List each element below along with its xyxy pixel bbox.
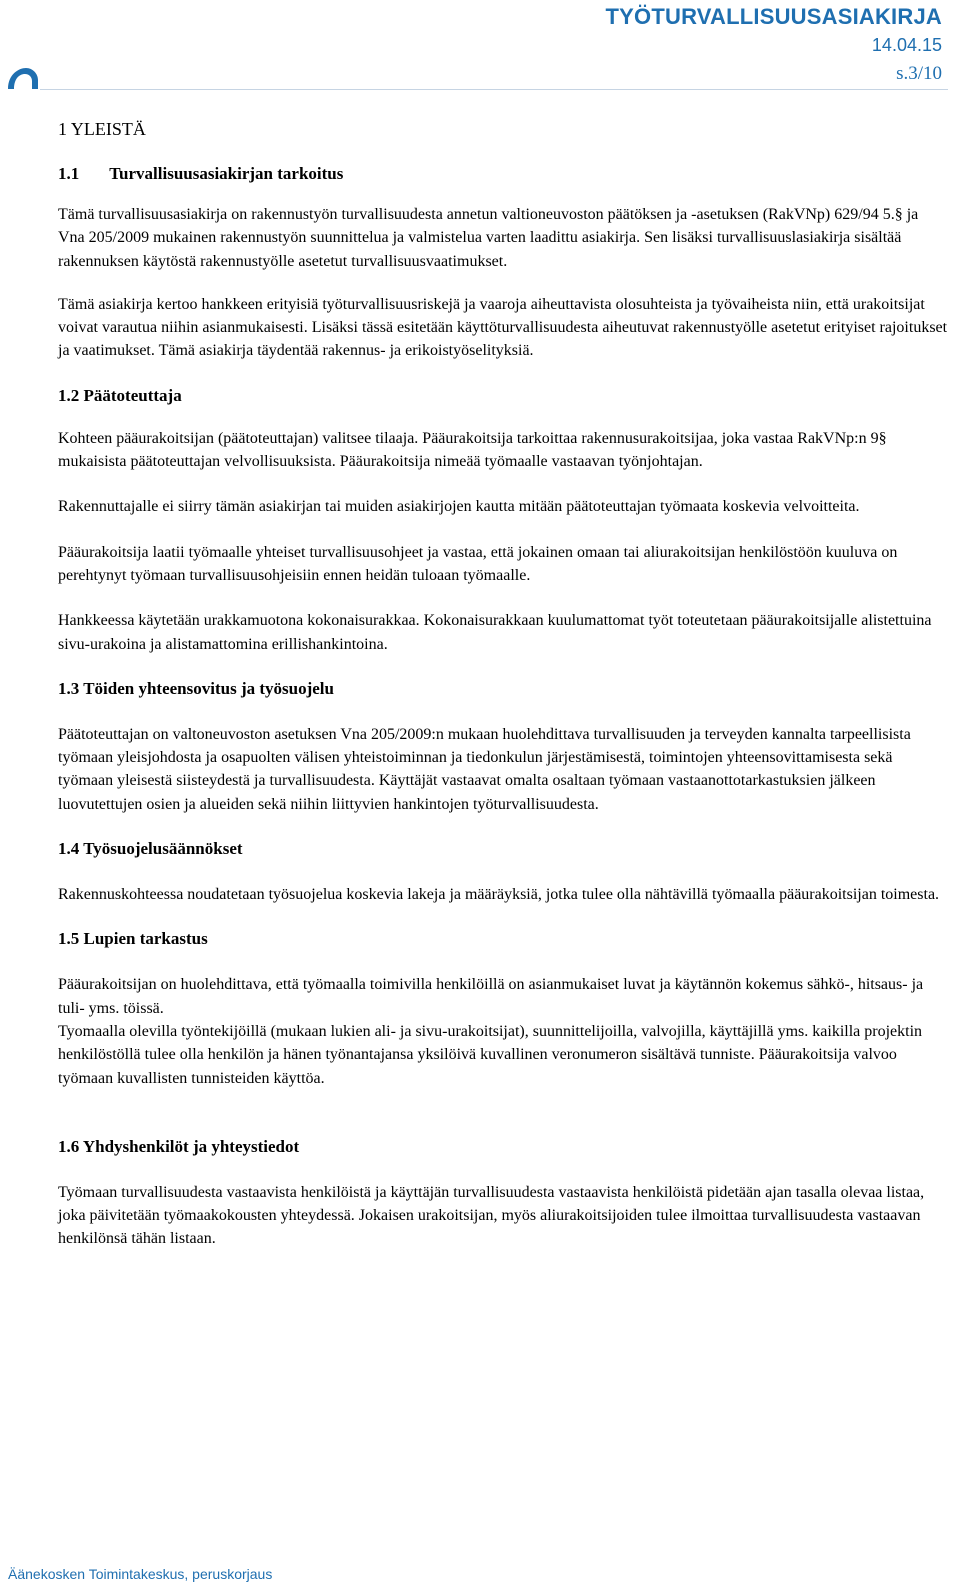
chapter-heading [58,118,948,140]
section-heading-1-2 [58,385,948,407]
section-heading-1-1 [58,163,948,185]
section-title: 5 Lupien tarkastus [70,929,208,949]
document-date: 14.04.15 [871,35,942,55]
chapter-number: 1 [58,119,67,139]
page-footer: Äänekosken Toimintakeskus, peruskorjaus [8,1566,273,1582]
paragraph: Tämä asiakirja kertoo hankkeen erityisiä työturvallisuusriskejä ja vaaroja aiheuttavista olosuhteista ja työvaiheista niin, että urakoitsijat voivat varautua niihin asianmukaisesti. Lisäksi tässä esitetään käyttöturvallisuudesta aiheutuvat rakennustyölle asetetut erityiset rajoitukset ja vaatimukset. Tämä asiakirja täydentää rakennus- ja erikoistyöselityksiä. [58,295,948,360]
section-number: 1. [58,678,71,698]
arch-logo-icon [6,66,40,90]
section-number: 1. [58,1136,71,1156]
paragraph: Työmaan turvallisuudesta vastaavista henkilöistä ja käyttäjän turvallisuudesta vastaavista henkilöistä pidetään ajan tasalla olevaa listaa, joka päivitetään työmaakokousten yhteydessä. Jokaisen urakoitsijan, myös aliurakoitsijoiden tulee ilmoittaa turvallisuudesta vastaavan henkilönsä tähän listaan. [58,1183,925,1248]
paragraph: Pääurakoitsijan on huolehdittava, että työmaalla toimivilla henkilöillä on asianmukaiset luvat ja käytännön kokemus sähkö-, hitsaus- ja tuli- yms. töissä. Tyomaalla olevilla työntekijöillä (mukaan lukien ali- ja sivu-urakoitsijat), suunnittelijoilla, valvojilla, käyttäjillä yms. kaikilla projektin henkilöstöllä tulee olla henkilön ja hänen työnantajansa yksilöivä kuvallinen veronumeron sisältävä tunniste. Pääurakoitsija valvoo työmaan kuvallisten tunnisteiden käyttöa. [58,976,924,1087]
section-number: 1. [58,929,71,949]
section-title: Turvallisuusasiakirjan tarkoitus [109,164,344,183]
paragraph: Kohteen pääurakoitsijan (päätoteuttajan) valitsee tilaaja. Pääurakoitsija tarkoittaa rakennusurakoitsijaa, joka vastaa RakVNp:n 9§ mukaisista päätoteuttajan velvollisuuksista. Pääurakoitsija nimeää työmaalle vastaavan työnjohtajan. [58,429,887,471]
header-divider [40,89,948,90]
section-heading-1-3 [58,678,948,700]
paragraph: Rakennuskohteessa noudatetaan työsuojelua koskevia lakeja ja määräyksiä, jotka tulee olla nähtävillä työmaalla pääurakoitsijan toimesta. [58,886,940,904]
paragraph: Hankkeessa käytetään urakkamuotona kokonaisurakkaa. Kokonaisurakkaan kuulumattomat työt toteutetaan pääurakoitsijalle alistettuina sivu-urakoina ja alistamattomina erillishankintoina. [58,612,932,653]
paragraph: Tämä turvallisuusasiakirja on rakennustyön turvallisuudesta annetun valtioneuvoston päätöksen ja -asetuksen (RakVNp) 629/94 5.§ ja Vna 205/2009 mukainen rakennustyön suunnittelua ja valmistelua varten laadittu asiakirja. Sen lisäksi turvallisuuslasiakirja sisältää rakennuksen käytöstä rakennustyölle asetetut turvallisuusvaatimukset. [58,206,919,270]
section-title: 4 Työsuojelusäännökset [70,839,243,859]
paragraph: Pääurakoitsija laatii työmaalle yhteiset turvallisuusohjeet ja vastaa, että jokainen omaan tai aliurakoitsijan henkilöstöön kuuluva on perehtynyt työmaan turvallisuusohjeisiin ennen heidän tuloaan työmaalle. [58,543,898,584]
section-title: 3 Töiden yhteensovitus ja työsuojelu [70,678,334,698]
paragraph: Rakennuttajalle ei siirry tämän asiakirjan tai muiden asiakirjojen kautta mitään päätoteuttajan työmaata koskevia velvoitteita. [58,498,860,516]
page-number: s.3/10 [896,63,942,84]
document-body [58,118,948,1273]
section-heading-1-5 [58,928,948,950]
section-heading-1-6 [58,1136,948,1158]
section-number: 1. [58,839,71,859]
document-title: TYÖTURVALLISUUSASIAKIRJA [605,4,942,29]
section-number: 1. [58,385,71,405]
chapter-title: YLEISTÄ [70,119,146,139]
section-title: 2 Päätoteuttaja [70,385,182,405]
section-number: 1.1 [58,164,80,183]
section-heading-1-4 [58,838,948,860]
paragraph: Päätoteuttajan on valtoneuvoston asetuksen Vna 205/2009:n mukaan huolehdittava turvallisuuden ja terveyden kannalta tarpeellisista työmaan yleisjohdosta ja osapuolten välisen yhteistoiminnan ja tiedonkulun järjestämisestä, toimintojen yhteensovittamisesta sekä työmaan yleisestä siisteydestä ja turvallisuudesta. Käyttäjät vastaavat omalta osaltaan työmaan vastaanottotarkastuksien jälkeen luovutettujen osien ja alueiden sekä niihin liittyvien hankintojen työturvallisuudesta. [58,725,911,813]
section-title: 6 Yhdyshenkilöt ja yhteystiedot [70,1136,300,1156]
